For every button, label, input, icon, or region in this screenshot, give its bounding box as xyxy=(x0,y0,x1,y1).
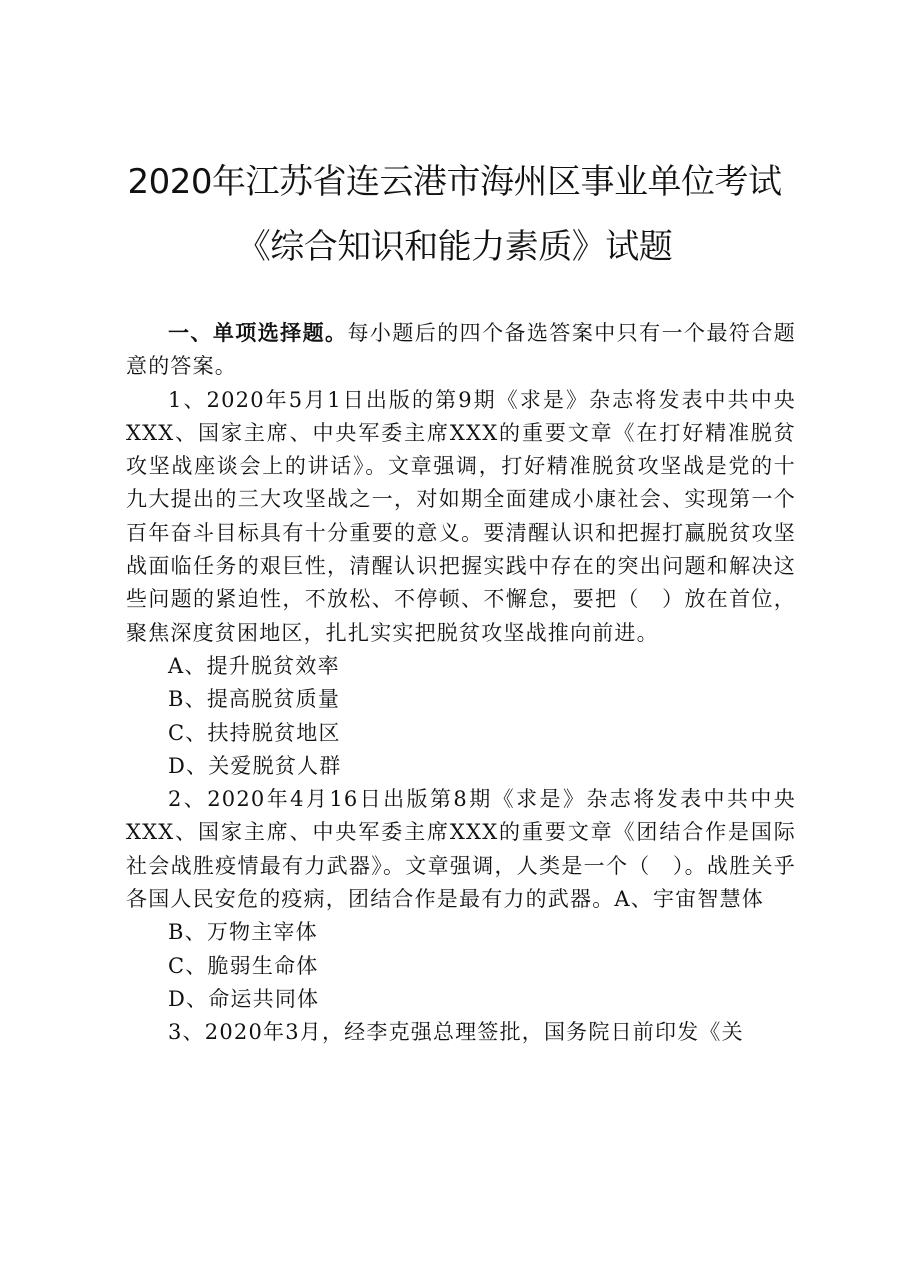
question-1-option-c: C、扶持脱贫地区 xyxy=(168,720,341,745)
document-title-line2: 《综合知识和能力素质》试题 xyxy=(236,227,673,267)
section-heading: 一、单项选择题。 xyxy=(168,320,348,345)
document-title-line1: 2020年江苏省连云港市海州区事业单位考试 xyxy=(127,162,782,202)
question-1-option-d: D、关爱脱贫人群 xyxy=(168,753,342,778)
section-intro xyxy=(126,316,796,384)
question-1-option-a: A、提升脱贫效率 xyxy=(168,653,340,678)
question-1-stem: 1、2020年5月1日出版的第9期《求是》杂志将发表中共中央XXX、国家主席、中央军委主席XXX的重要文章《在打好精准脱贫攻坚战座谈会上的讲话》。文章强调，打好精准脱贫攻坚战是党的十九大提出的三大攻坚战之一，对如期全面建成小康社会、实现第一个百年奋斗目标具有十分重要的意义。要清醒认识和把握打赢脱贫攻坚战面临任务的艰巨性，清醒认识把握实践中存在的突出问题和解决这些问题的紧迫性，不放松、不停顿、不懈怠，要把（ ）放在首位，聚焦深度贫困地区，扎扎实实把脱贫攻坚战推向前进。 xyxy=(126,387,796,645)
question-1-option-b: B、提高脱贫质量 xyxy=(168,687,341,712)
question-2-option-d: D、命运共同体 xyxy=(168,986,320,1011)
question-2-stem: 2、2020年4月16日出版第8期《求是》杂志将发表中共中央XXX、国家主席、中央军委主席XXX的重要文章《团结合作是国际社会战胜疫情最有力武器》。文章强调，人类是一个（ ）。战胜关乎各国人民安危的疫病，团结合作是最有力的武器。A、宇宙智慧体 xyxy=(126,787,796,912)
section-instruction: 每小题后的四个备选答案中只有一个最符合题意的答案。 xyxy=(126,321,796,379)
document-body xyxy=(126,316,796,1050)
question-3-stem: 3、2020年3月，经李克强总理签批，国务院日前印发《关 xyxy=(168,1020,744,1045)
question-2-option-b: B、万物主宰体 xyxy=(168,920,318,945)
question-2-option-c: C、脆弱生命体 xyxy=(168,953,319,978)
